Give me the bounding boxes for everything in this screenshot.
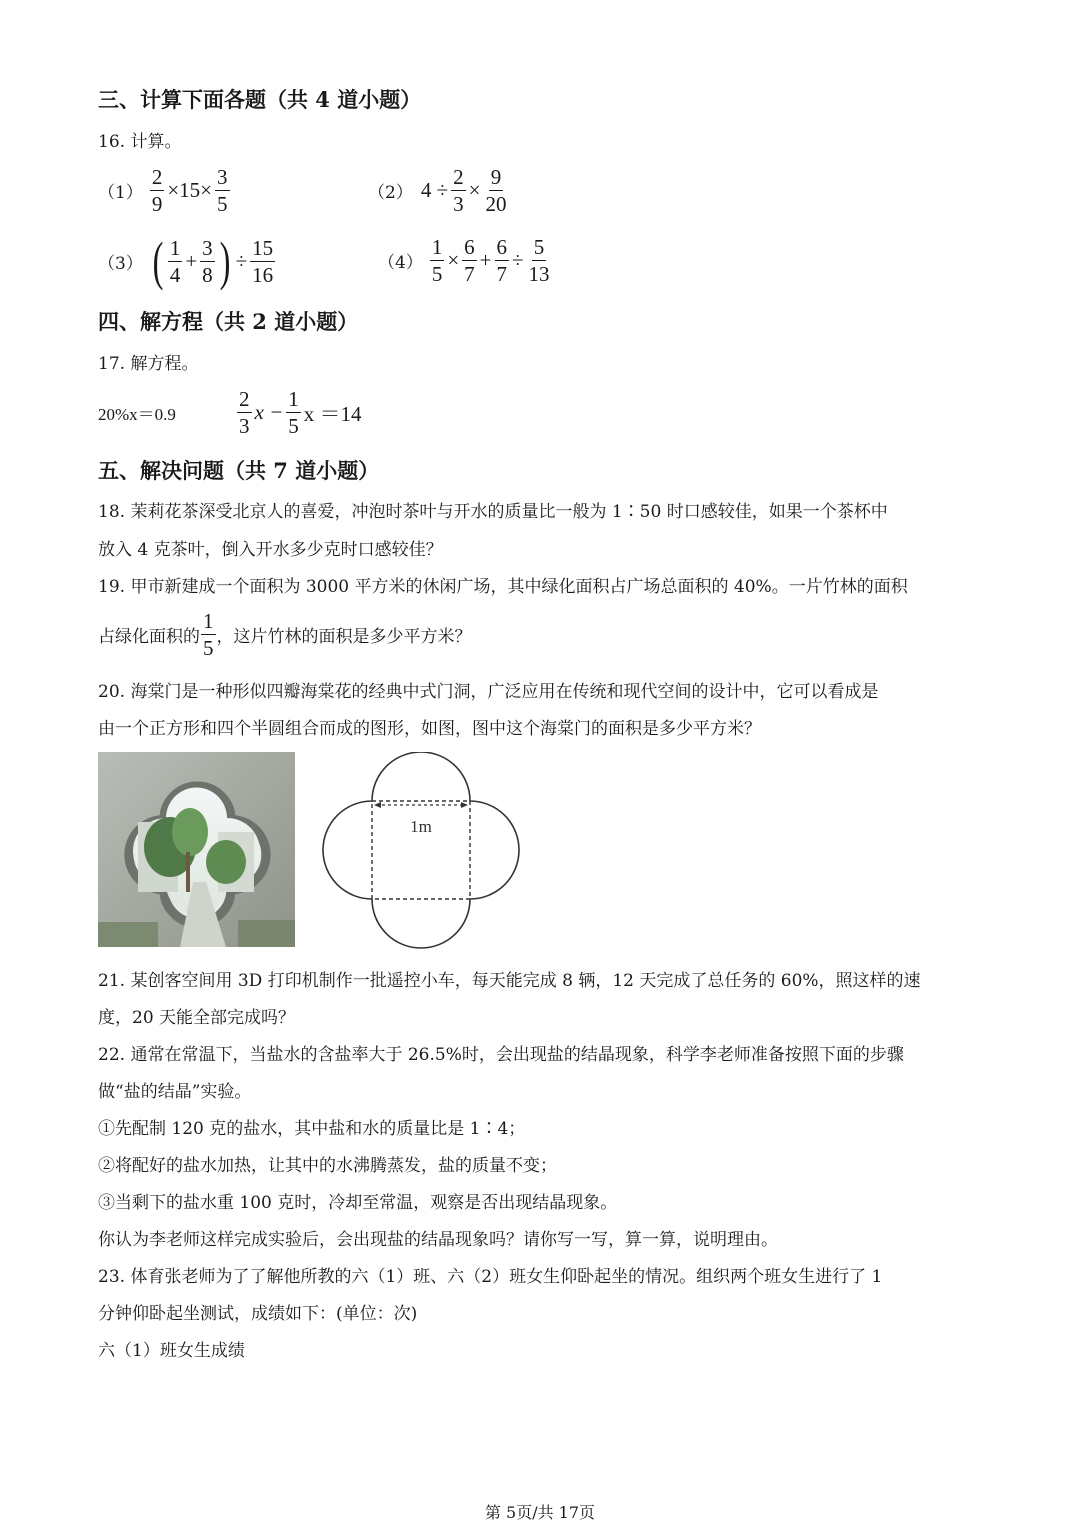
haitang-door-photo <box>98 752 295 947</box>
fraction: $\frac{6}{7}$ <box>464 235 475 286</box>
operator: ÷ <box>512 248 524 272</box>
section-5-title: 五、解决问题（共 7 道小题） <box>98 458 380 483</box>
question-19-line-2 <box>98 608 472 661</box>
equation-term: x − <box>254 400 284 424</box>
operator: + <box>185 248 198 273</box>
question-23-line-1: 23. 体育张老师为了了解他所教的六（1）班、六（2）班女生仰卧起坐的情况。组织两个班女生进行了 1 <box>98 1267 883 1287</box>
fraction: $\frac{3}{5}$ <box>217 165 228 216</box>
arrow-left <box>374 802 381 808</box>
question-18-line-2: 放入 4 克茶叶，倒入开水多少克时口感较佳？ <box>98 540 443 560</box>
fraction: $\frac{15}{16}$ <box>252 235 274 287</box>
operator: + <box>479 248 492 272</box>
equation-1: 20%x＝0.9 <box>98 405 176 424</box>
q19-text-a: 占绿化面积的 <box>98 627 200 647</box>
question-20-line-1: 20. 海棠门是一种形似四瓣海棠花的经典中式门洞，广泛应用在传统和现代空间的设计中，它可以看成是 <box>98 682 879 702</box>
equation-row <box>98 386 364 439</box>
calc-item-4 <box>378 234 553 287</box>
q19-text-b: ，这片竹林的面积是多少平方米？ <box>216 627 472 647</box>
fraction: $\frac{1}{5}$ <box>431 235 443 286</box>
question-23-line-3: 六（1）班女生成绩 <box>98 1341 245 1361</box>
haitang-door-diagram <box>318 752 524 950</box>
item-label: （3） <box>98 253 143 274</box>
fraction: $\frac{2}{9}$ <box>151 165 163 216</box>
operator: ÷ <box>235 248 248 273</box>
right-paren: ) <box>219 231 231 291</box>
question-20-line-2: 由一个正方形和四个半圆组合而成的图形，如图，图中这个海棠门的面积是多少平方米？ <box>98 719 761 739</box>
calc-item-2 <box>368 164 509 217</box>
question-22-step-3: ③当剩下的盐水重 100 克时，冷却至常温，观察是否出现结晶现象。 <box>98 1193 618 1213</box>
question-22-line-1: 22. 通常在常温下，当盐水的含盐率大于 26.5%时，会出现盐的结晶现象，科学李老师准备按照下面的步骤 <box>98 1045 904 1065</box>
question-17-stem: 17. 解方程。 <box>98 354 199 374</box>
fraction: $\frac{5}{13}$ <box>528 235 550 286</box>
fraction: $\frac{9}{20}$ <box>485 165 507 216</box>
item-label: （1） <box>98 183 143 203</box>
item-label: （4） <box>378 253 423 273</box>
question-16-stem: 16. 计算。 <box>98 132 182 152</box>
question-22-ask: 你认为李老师这样完成实验后，会出现盐的结晶现象吗？请你写一写，算一算，说明理由。 <box>98 1230 778 1250</box>
fraction: $\frac{2}{3}$ <box>239 387 250 438</box>
section-3-title: 三、计算下面各题（共 4 道小题） <box>98 87 422 112</box>
item-label: （2） <box>368 183 413 203</box>
calc-item-3 <box>98 231 276 291</box>
door-outline <box>323 752 519 948</box>
operator: 4 ÷ <box>420 178 449 202</box>
dimension-label: 1m <box>410 817 432 836</box>
question-21-line-1: 21. 某创客空间用 3D 打印机制作一批遥控小车，每天能完成 8 辆，12 天完成了总任务的 60%，照这样的速 <box>98 971 921 991</box>
page-footer: 第 5页/共 17页 <box>484 1503 596 1522</box>
section-4-title: 四、解方程（共 2 道小题） <box>98 309 359 334</box>
fraction: $\frac{6}{7}$ <box>496 235 508 286</box>
left-paren: ( <box>152 231 164 291</box>
fraction: $\frac{2}{3}$ <box>453 165 464 216</box>
arrow-right <box>461 802 468 808</box>
fraction: $\frac{1}{5}$ <box>288 387 299 438</box>
question-21-line-2: 度，20 天能全部完成吗？ <box>98 1008 296 1028</box>
question-19-line-1: 19. 甲市新建成一个面积为 3000 平方米的休闲广场，其中绿化面积占广场总面积的 40%。一片竹林的面积 <box>98 577 908 597</box>
inner-square <box>372 801 470 899</box>
equation-term: x ＝14 <box>303 401 362 426</box>
fraction: $\frac{1}{5}$ <box>203 609 214 660</box>
operator: × <box>468 178 481 202</box>
operator: ×15× <box>167 178 213 202</box>
fraction: $\frac{3}{8}$ <box>202 235 213 287</box>
question-22-line-2: 做“盐的结晶”实验。 <box>98 1082 252 1102</box>
operator: × <box>447 248 460 272</box>
calc-item-1 <box>98 164 231 217</box>
question-18-line-1: 18. 茉莉花茶深受北京人的喜爱，冲泡时茶叶与开水的质量比一般为 1∶50 时口感较佳，如果一个茶杯中 <box>98 502 888 522</box>
question-23-line-2: 分钟仰卧起坐测试，成绩如下：(单位：次) <box>98 1304 418 1324</box>
question-22-step-1: ①先配制 120 克的盐水，其中盐和水的质量比是 1∶4； <box>98 1119 526 1139</box>
fraction: $\frac{1}{4}$ <box>169 235 181 287</box>
question-22-step-2: ②将配好的盐水加热，让其中的水沸腾蒸发，盐的质量不变； <box>98 1156 557 1176</box>
